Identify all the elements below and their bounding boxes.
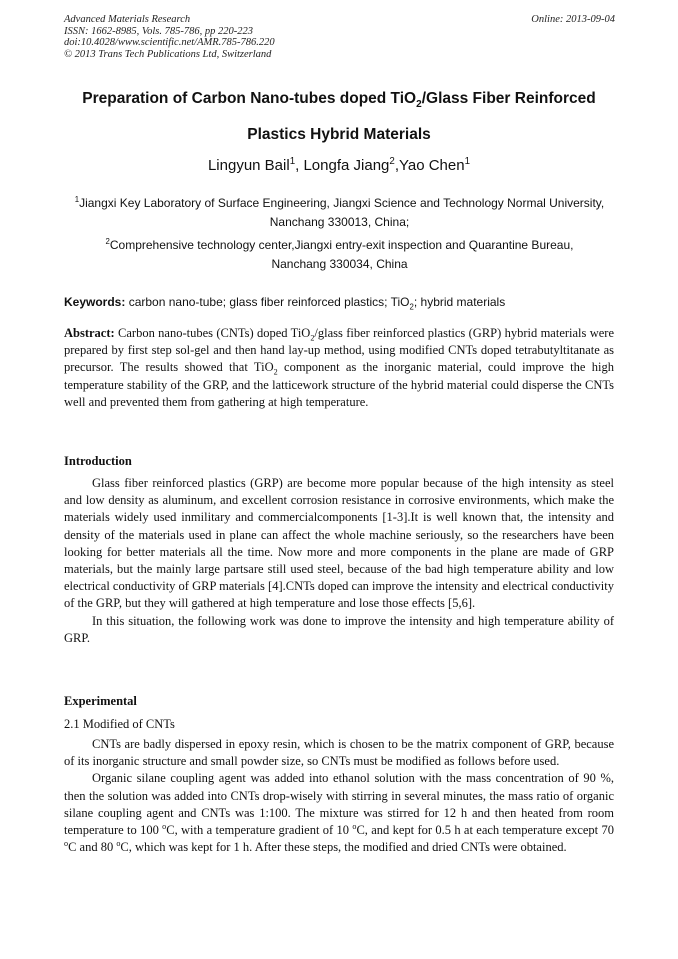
- abstract-text: Carbon nano-tubes (CNTs) doped TiO: [114, 326, 311, 340]
- abstract-label: Abstract:: [64, 326, 115, 340]
- keywords-subscript: 2: [409, 302, 414, 312]
- paragraph-text: C, with a temperature gradient of 10: [166, 823, 353, 838]
- author-mark: 2: [389, 156, 395, 167]
- degree-mark: o: [116, 839, 121, 849]
- affiliation-mark: 2: [105, 237, 110, 246]
- author-name: Longfa Jiang: [303, 157, 390, 174]
- keywords-text: carbon nano-tube; glass fiber reinforced plastics; TiO: [125, 295, 410, 309]
- paper-title-line1: [50, 90, 628, 111]
- author-mark: 1: [464, 156, 471, 167]
- journal-name: Advanced Materials Research: [64, 14, 191, 25]
- affiliation-line: Nanchang 330013, China;: [269, 215, 410, 229]
- issn-line: ISSN: 1662-8985, Vols. 785-786, pp 220-223: [64, 25, 253, 37]
- author-name: Lingyun Bail: [207, 157, 290, 174]
- affiliation-line: Nanchang 330034, China: [271, 257, 408, 271]
- doi-line[interactable]: doi:10.4028/www.scientific.net/AMR.785-786.220: [64, 37, 275, 48]
- paragraph: CNTs are badly dispersed in epoxy resin, which is chosen to be the matrix component of GRP, because of its inorganic structure and small powder size, so CNTs must be modified as follows before used.: [64, 737, 614, 769]
- paragraph-text: C, and kept for 0.5 h at each temperature except 70: [356, 823, 614, 838]
- title-text-b: /Glass Fiber Reinforced: [421, 90, 596, 107]
- abstract-text: /glass fiber reinforced plastics (GRP) hybrid materials were prepared by first step sol-gel and then hand lay-up method, using modified CNTs doped tetrabutyltitanate as precursor. The results showed that TiO: [64, 326, 614, 375]
- degree-mark: o: [64, 839, 69, 849]
- affiliation-1: [64, 194, 615, 232]
- title-subscript: 2: [416, 99, 422, 111]
- copyright-line: © 2013 Trans Tech Publications Ltd, Switzerland: [64, 48, 272, 60]
- experimental-body: [64, 736, 614, 856]
- abstract-subscript: 2: [273, 367, 278, 377]
- paragraph: [64, 770, 614, 856]
- author-list: Lingyun Bail$^1$, Longfa Jiang$^2$,Yao Chen$^1$: [207, 156, 471, 174]
- author-name: Yao Chen: [398, 157, 465, 174]
- paragraph-text: C, which was kept for 1 h. After these steps, the modified and dried CNTs were obtained.: [120, 840, 567, 855]
- paragraph-text: C and 80: [68, 840, 117, 855]
- keywords-label: Keywords:: [64, 295, 126, 309]
- degree-mark: o: [162, 821, 167, 831]
- section-heading-introduction: Introduction: [64, 454, 132, 468]
- paper-title-line2: Plastics Hybrid Materials: [247, 126, 431, 143]
- online-date: Online: 2013-09-04: [531, 14, 615, 25]
- title-text-a: Preparation of Carbon Nano-tubes doped TiO: [82, 90, 417, 107]
- paragraph-text: Organic silane coupling agent was added into ethanol solution with the mass concentration of 90 %, then the solution was added into CNTs drop-wisely with stirring in several minutes, the mass ratio of organic silane coupling agent and CNTs was 1:100. The mixture was stirred for 12 h and then heated from room temperature to 100: [64, 771, 614, 838]
- paragraph: In this situation, the following work was done to improve the intensity and high temperature ability of GRP.: [64, 613, 614, 645]
- abstract-text: component as the inorganic material, could improve the high temperature stability of the GRP, and the latticework structure of the hybrid material could disperse the CNTs well and prevented them from gathering at high temperature.: [64, 360, 615, 409]
- keywords: [64, 294, 615, 310]
- section-heading-experimental: Experimental: [64, 694, 137, 708]
- journal-header: [64, 14, 615, 60]
- abstract-subscript: 2: [310, 333, 315, 343]
- affiliation-line: Comprehensive technology center,Jiangxi entry-exit inspection and Quarantine Bureau,: [109, 238, 574, 252]
- paragraph: Glass fiber reinforced plastics (GRP) are become more popular because of the high intensity as steel and low density as aluminum, and excellent corrosion resistance in corrosive environments, which make the materials widely used inmilitary and commercialcomponents [1-3].It is well known that, the intensity and density of the materials used in plane can affect the whole machine seriously, so the researchers have been looking for better materials all the time. Now more and more components in the plane are made of GRP materials, but the mainly large partsare still used steel, because of the bad high temperature ability and low electrical conductivity of GRP materials [4].CNTs doped can improve the intensity and electrical conductivity of the GRP, but they will gathered at high temperature and lose those effects [5,6].: [64, 476, 614, 611]
- affiliation-line: Jiangxi Key Laboratory of Surface Engineering, Jiangxi Science and Technology Normal University,: [79, 196, 605, 210]
- subsection-heading: 2.1 Modified of CNTs: [64, 717, 175, 731]
- affiliation-2: [64, 236, 615, 274]
- keywords-text-end: ; hybrid materials: [413, 295, 506, 309]
- degree-mark: o: [352, 821, 357, 831]
- introduction-body: [64, 475, 614, 647]
- author-mark: 1: [289, 156, 296, 167]
- abstract: [64, 325, 614, 411]
- affiliation-mark: 1: [74, 195, 80, 204]
